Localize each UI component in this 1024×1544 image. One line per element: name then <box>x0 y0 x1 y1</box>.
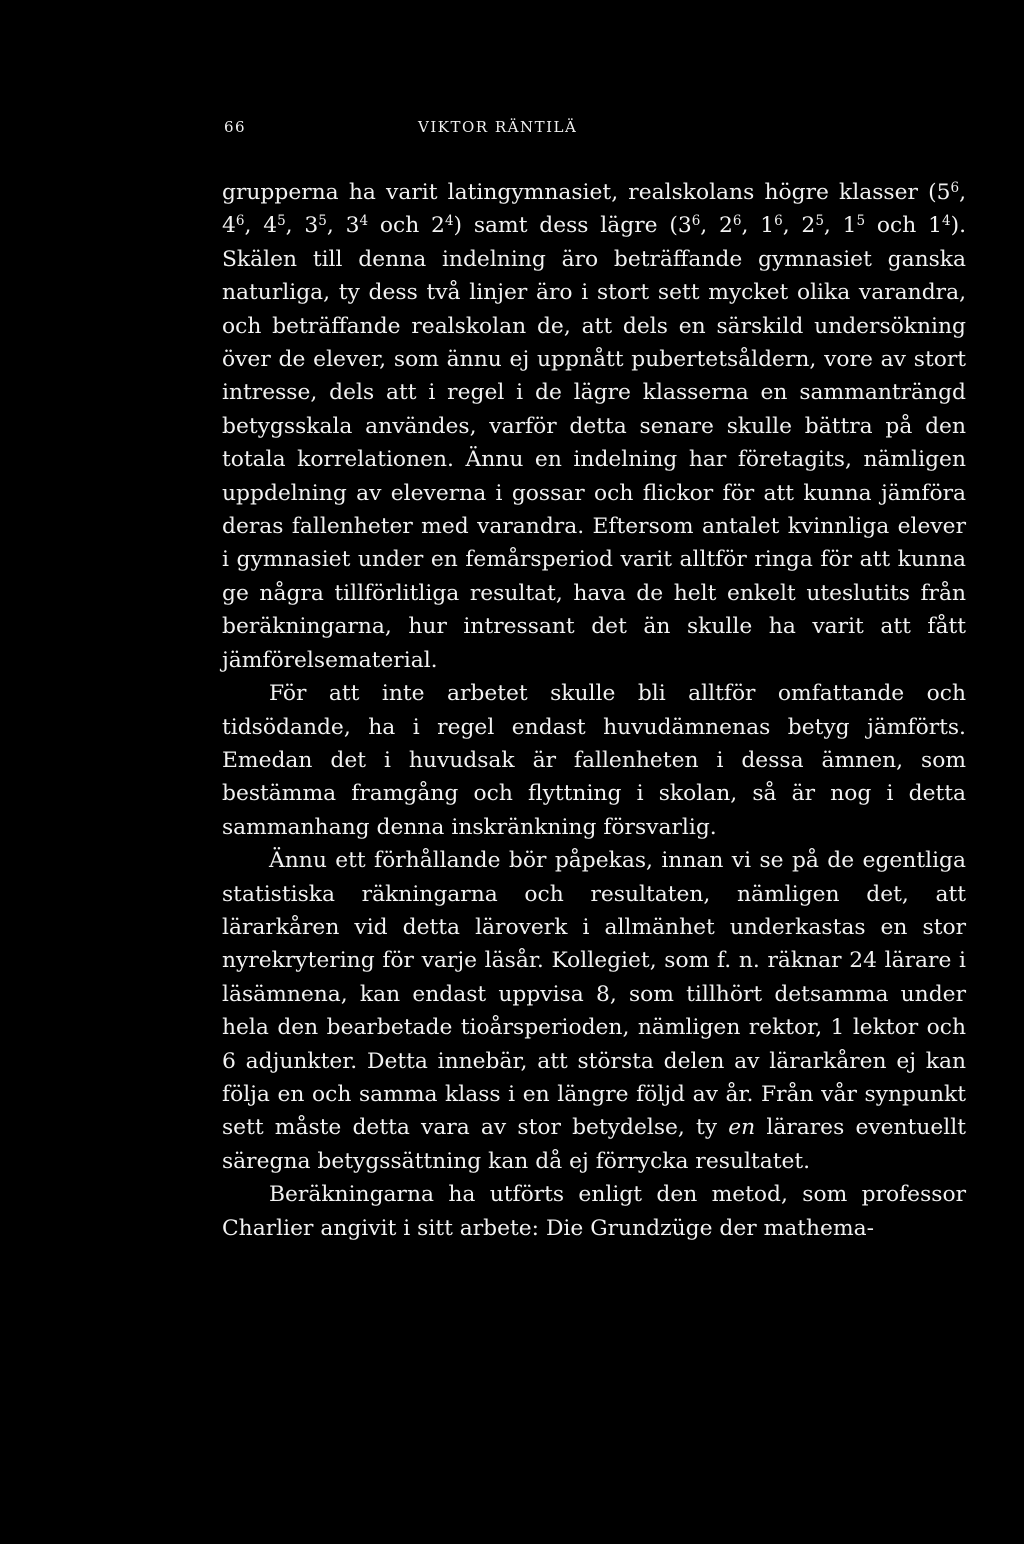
text-run: och 1 <box>865 213 942 239</box>
text-run: För att inte arbetet skulle bli alltför omfattande och tidsödande, ha i regel endast huvudämnenas betyg jämförts. Emedan det i huvudsak är fallenheten i dessa ämnen, som bestämma framgång och flyttning i skolan, så är nog i detta sammanhang denna inskränkning försvarlig. <box>222 681 966 840</box>
superscript: 6 <box>235 212 245 229</box>
text-run: Ännu ett förhållande bör påpekas, innan vi se på de egentliga statistiska räkningarna och resultaten, nämligen det, att lärarkåren vid detta läroverk i allmänhet underkastas en stor nyrekrytering för varje läsår. Kollegiet, som f. n. räknar 24 lärare i läsämnena, kan endast uppvisa 8, som tillhört detsamma under hela den bearbetade tioårsperioden, nämligen rektor, 1 lektor och 6 adjunkter. Detta innebär, att största delen av lärarkåren ej kan följa en och samma klass i en längre följd av år. Från vår synpunkt sett måste detta vara av stor betydelse, ty <box>222 848 966 1141</box>
emphasized-text: en <box>728 1115 756 1141</box>
paragraph <box>222 176 966 677</box>
paragraph <box>222 844 966 1178</box>
paragraph <box>222 677 966 844</box>
text-run: , 3 <box>326 213 360 239</box>
text-run: Beräkningarna ha utförts enligt den metod, som professor Charlier angivit i sitt arbete: Die Grundzüge der mathema- <box>222 1182 966 1241</box>
superscript: 5 <box>815 212 824 229</box>
superscript: 6 <box>774 212 783 229</box>
superscript: 5 <box>856 212 866 229</box>
paragraph <box>222 1178 966 1245</box>
text-run: ). Skälen till denna indelning äro beträffande gymnasiet ganska naturliga, ty dess två linjer äro i stort sett mycket olika varandra, och beträffande realskolan de, att dels en särskild undersökning över de elever, som ännu ej uppnått pubertetsåldern, vore av stort intresse, dels att i regel i de lägre klasserna en sammanträngd betygsskala användes, varför detta senare skulle bättra på den totala korrelationen. Ännu en indelning har företagits, nämligen uppdelning av eleverna i gossar och flickor för att kunna jämföra deras fallenheter med varandra. Eftersom antalet kvinnliga elever i gymnasiet under en femårsperiod varit alltför ringa för att kunna ge några tillförlitliga resultat, hava de helt enkelt uteslutits från beräkningarna, hur intressant det än skulle ha varit att fått jämförelsematerial. <box>222 213 966 673</box>
text-run: , 1 <box>823 213 857 239</box>
book-page <box>222 118 966 1245</box>
text-run: och 2 <box>368 213 445 239</box>
superscript: 4 <box>941 212 951 229</box>
text-run: , 2 <box>700 213 733 239</box>
superscript: 4 <box>359 212 369 229</box>
text-run: grupperna ha varit latingymnasiet, realskolans högre klasser (5 <box>222 180 951 205</box>
superscript: 6 <box>732 212 742 229</box>
running-head: VIKTOR RÄNTILÄ <box>418 118 578 136</box>
text-run: , 4 <box>244 213 278 239</box>
page-number: 66 <box>224 118 247 136</box>
superscript: 5 <box>318 212 327 229</box>
page-header <box>224 118 966 158</box>
text-run: , 1 <box>741 213 775 239</box>
text-run: , 3 <box>285 213 319 239</box>
text-run: ) samt dess lägre (3 <box>453 213 692 239</box>
superscript: 6 <box>950 179 960 196</box>
text-run: lärares eventuellt säregna betygssättning kan då ej förrycka resultatet. <box>222 1115 966 1174</box>
text-run: , 4 <box>222 180 966 239</box>
superscript: 4 <box>444 212 454 229</box>
text-run: , 2 <box>782 213 816 239</box>
superscript: 5 <box>277 212 286 229</box>
superscript: 6 <box>691 212 701 229</box>
body-text <box>222 176 966 1245</box>
